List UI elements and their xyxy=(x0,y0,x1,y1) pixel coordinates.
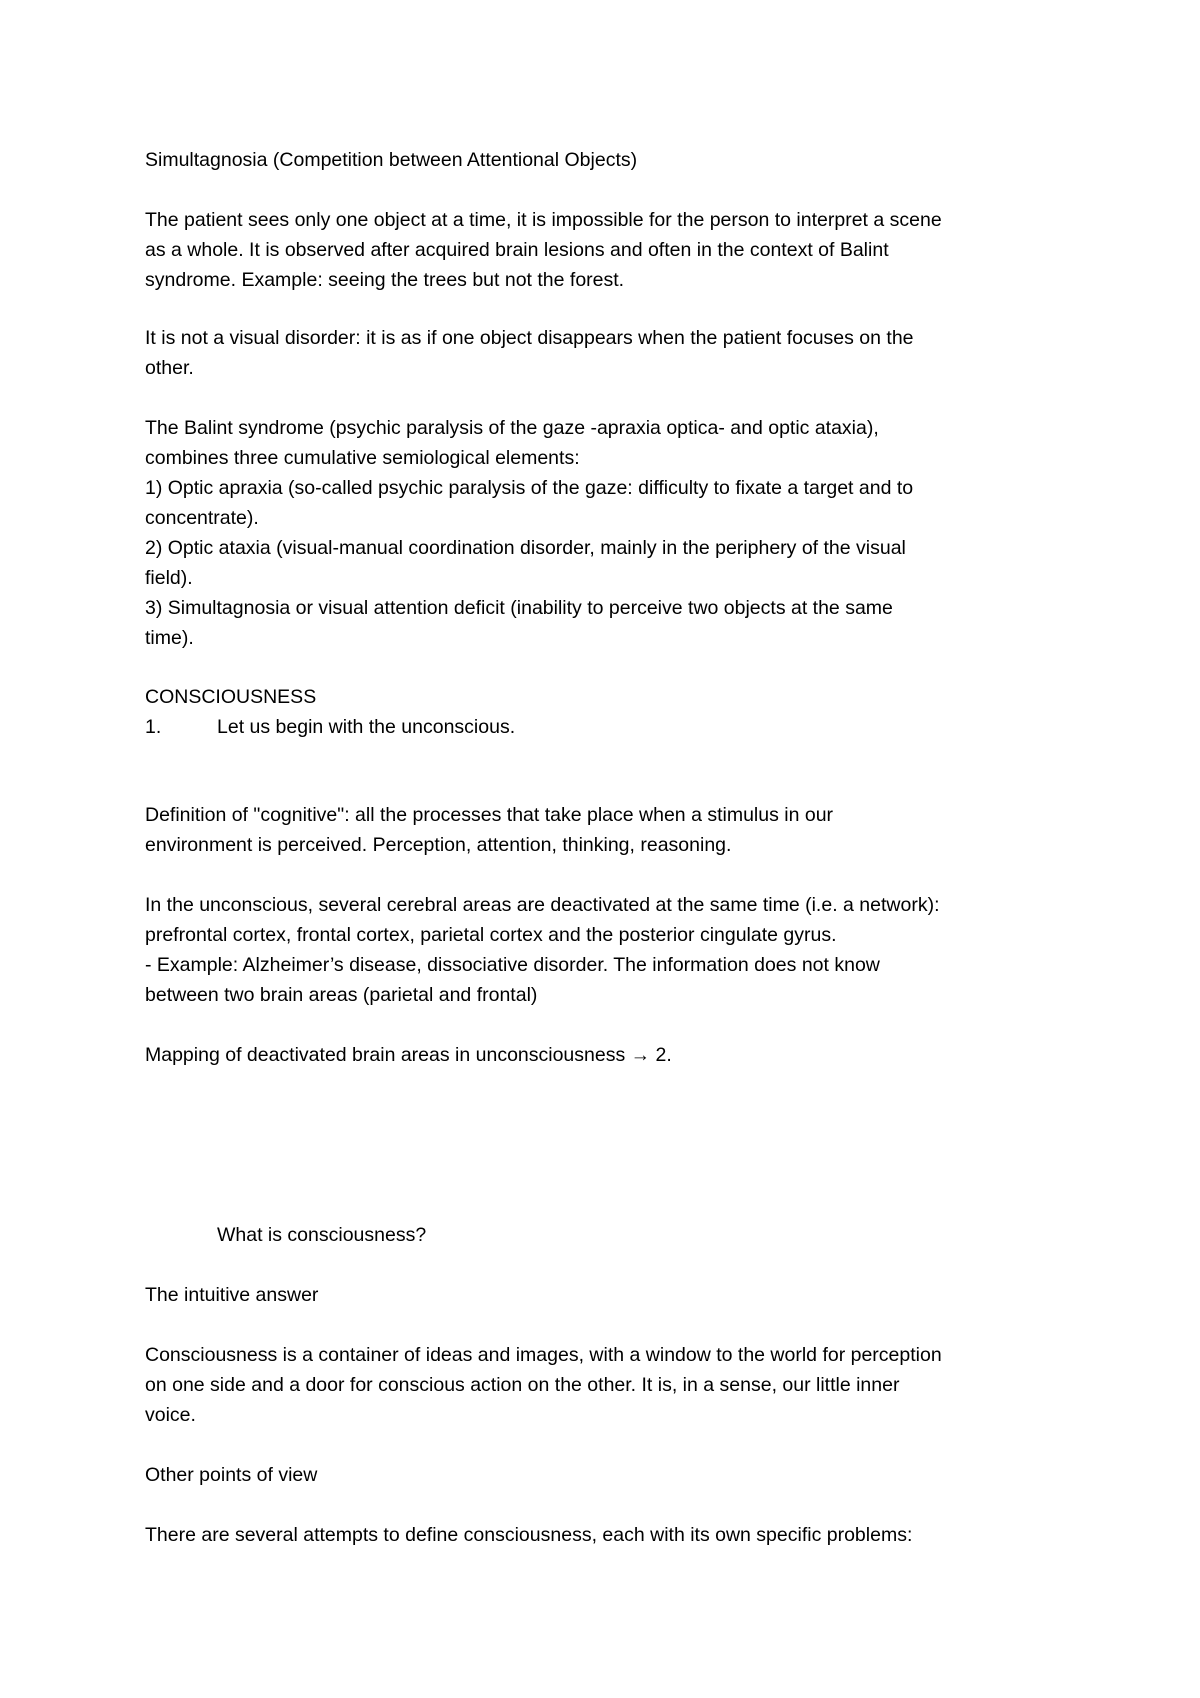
paragraph-line: between two brain areas (parietal and frontal) xyxy=(145,984,538,1006)
paragraph-line: It is not a visual disorder: it is as if one object disappears when the patient focuses on the xyxy=(145,327,914,349)
subheading-what-is-consciousness: What is consciousness? xyxy=(217,1224,427,1246)
paragraph-line: - Example: Alzheimer’s disease, dissociative disorder. The information does not know xyxy=(145,954,880,976)
paragraph-line: environment is perceived. Perception, attention, thinking, reasoning. xyxy=(145,834,732,856)
paragraph-line: prefrontal cortex, frontal cortex, parietal cortex and the posterior cingulate gyrus. xyxy=(145,924,837,946)
paragraph-line: combines three cumulative semiological elements: xyxy=(145,447,580,469)
paragraph-line: voice. xyxy=(145,1404,196,1426)
paragraph-line: Mapping of deactivated brain areas in unconsciousness → 2. xyxy=(145,1044,672,1066)
list-item-text: Let us begin with the unconscious. xyxy=(217,716,516,738)
paragraph-line: In the unconscious, several cerebral areas are deactivated at the same time (i.e. a network): xyxy=(145,894,940,916)
subheading-intuitive-answer: The intuitive answer xyxy=(145,1284,319,1306)
list-item-line: concentrate). xyxy=(145,507,259,529)
list-item-line: 2) Optic ataxia (visual-manual coordination disorder, mainly in the periphery of the visual xyxy=(145,537,906,559)
list-number: 1. xyxy=(145,716,162,738)
list-item-line: 3) Simultagnosia or visual attention deficit (inability to perceive two objects at the same xyxy=(145,597,893,619)
paragraph-line: on one side and a door for conscious action on the other. It is, in a sense, our little inner xyxy=(145,1374,900,1396)
paragraph-line: There are several attempts to define consciousness, each with its own specific problems: xyxy=(145,1524,913,1546)
paragraph-line: syndrome. Example: seeing the trees but not the forest. xyxy=(145,269,625,291)
paragraph-line: The patient sees only one object at a time, it is impossible for the person to interpret a scene xyxy=(145,209,942,231)
paragraph-line: Consciousness is a container of ideas and images, with a window to the world for perception xyxy=(145,1344,942,1366)
section-heading-consciousness: CONSCIOUSNESS xyxy=(145,686,317,708)
paragraph-line: The Balint syndrome (psychic paralysis of the gaze -apraxia optica- and optic ataxia), xyxy=(145,417,879,439)
list-item-line: time). xyxy=(145,627,194,649)
list-item-line: 1) Optic apraxia (so-called psychic paralysis of the gaze: difficulty to fixate a target and to xyxy=(145,477,914,499)
subheading-other-points-of-view: Other points of view xyxy=(145,1464,318,1486)
paragraph-line: Definition of "cognitive": all the processes that take place when a stimulus in our xyxy=(145,804,834,826)
list-item-line: field). xyxy=(145,567,193,589)
paragraph-line: as a whole. It is observed after acquired brain lesions and often in the context of Balint xyxy=(145,239,889,261)
paragraph-line: other. xyxy=(145,357,194,379)
section-heading-simultagnosia: Simultagnosia (Competition between Attentional Objects) xyxy=(145,149,638,171)
